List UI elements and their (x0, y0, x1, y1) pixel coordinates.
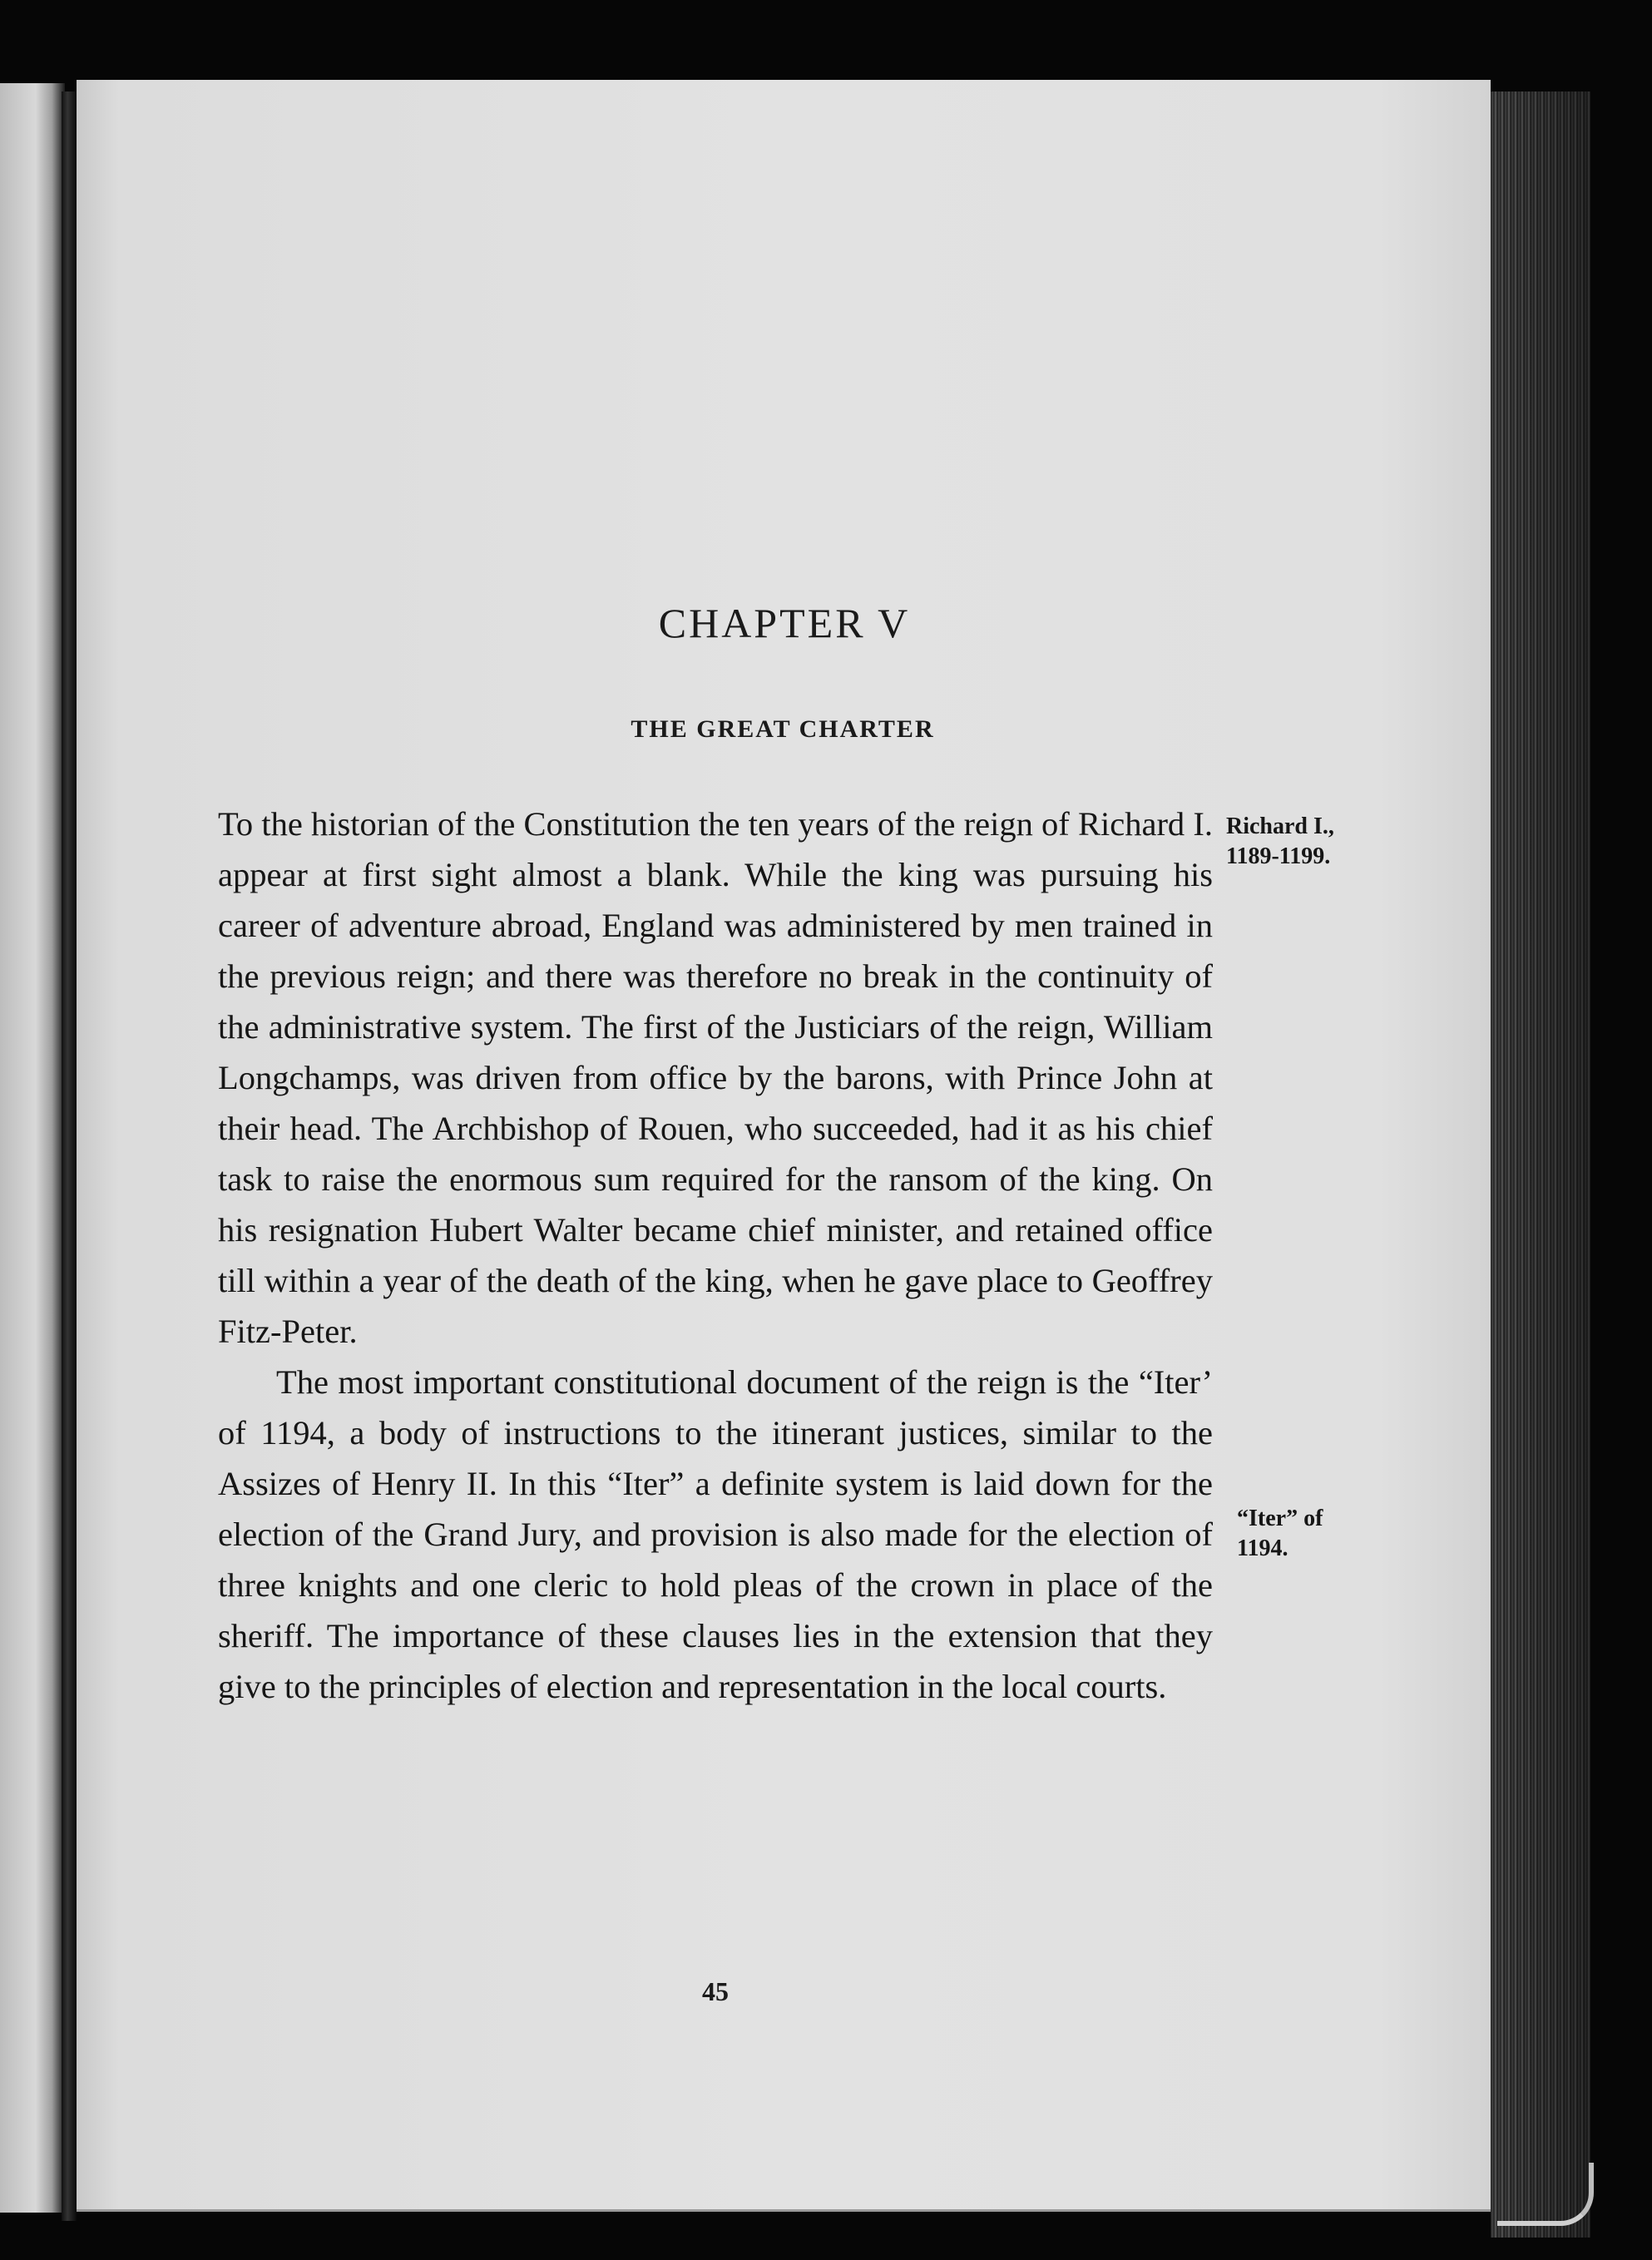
chapter-subtitle: THE GREAT CHARTER (631, 715, 935, 743)
paragraph-1: To the historian of the Constitution the ten years of the reign of Richard I. appear at first sight almost a blank. While the king was pursuing his career of adventure abroad, England was administered by men trained in the previous reign; and there was therefore no break in the continuity of the administrative system. The first of the Justiciars of the reign, William Longchamps, was driven from office by the barons, with Prince John at their head. The Archbishop of Rouen, who succeeded, had it as his chief task to raise the enormous sum required for the ransom of the king. On his resignation Hubert Walter became chief minister, and retained office till within a year of the death of the king, when he gave place to Geoffrey Fitz-Peter. (218, 805, 1213, 1350)
page-corner-curl (1497, 2163, 1594, 2226)
page-edges-shadow (1491, 91, 1590, 2238)
margin-note-richard: Richard I., 1189-1199. (1226, 814, 1334, 869)
book-gutter (62, 91, 77, 2221)
chapter-title: CHAPTER V (658, 600, 911, 646)
body-text (218, 799, 1213, 1712)
previous-page-edge (0, 83, 65, 2213)
paragraph-2: The most important constitutional document of the reign is the “Iter’ of 1194, a body of instructions to the itinerant justices, similar to the Assizes of Henry II. In this “Iter” a definite system is laid down for the election of the Grand Jury, and provision is also made for the election of three knights and one cleric to hold pleas of the crown in place of the sheriff. The importance of these clauses lies in the extension that they give to the principles of election and representation in the local courts. (218, 1363, 1213, 1705)
page-number: 45 (702, 1976, 729, 2006)
margin-note-iter: “Iter” of 1194. (1237, 1506, 1323, 1561)
